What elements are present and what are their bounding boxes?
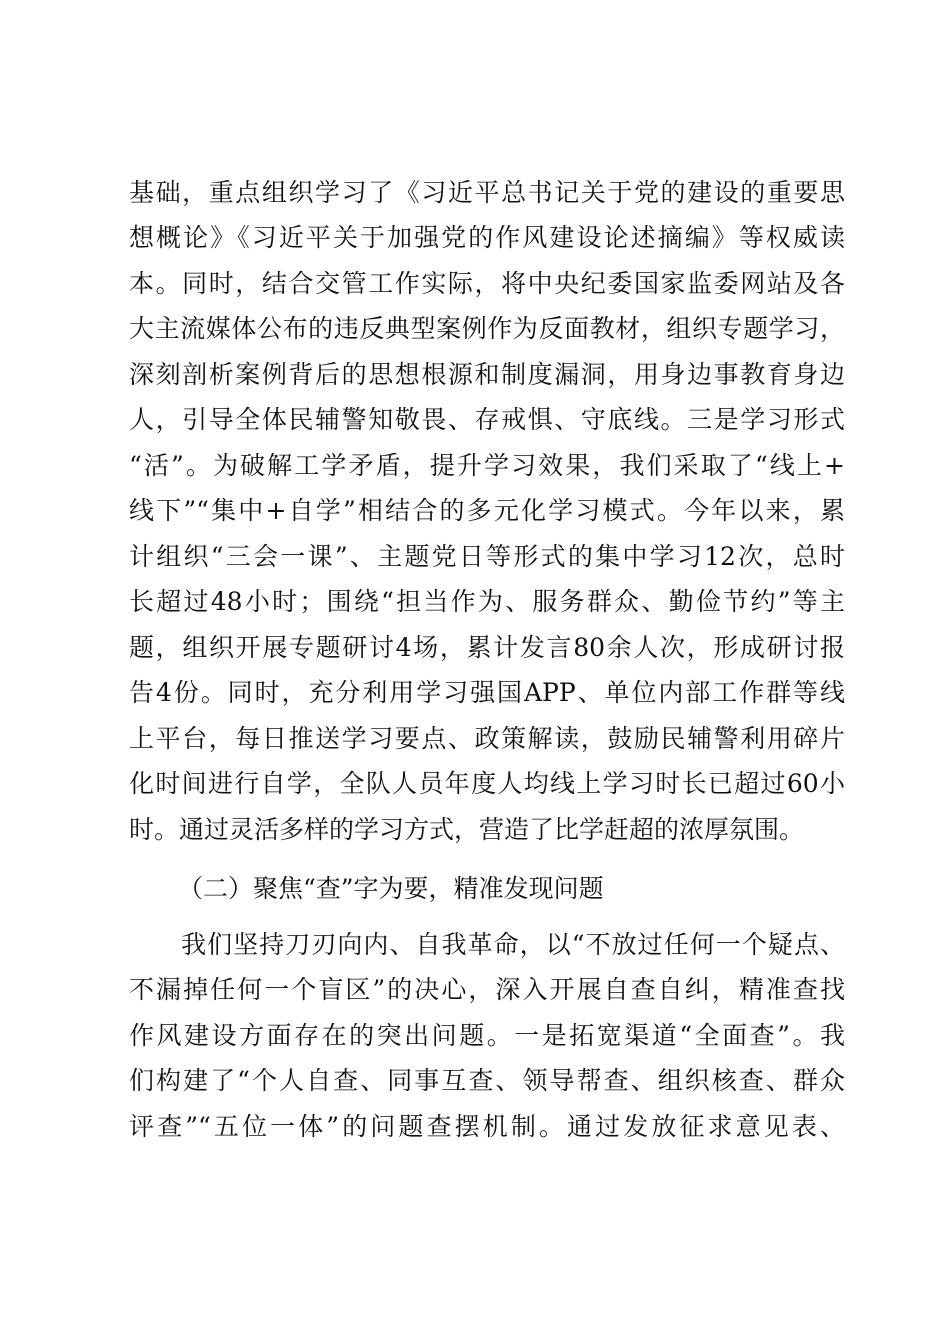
paragraph-1-line-13: 上平台，每日推送学习要点、政策解读，鼓励民辅警利用碎片 [129, 724, 845, 753]
paragraph-2-line-2: 不漏掉任何一个盲区”的决心，深入开展自查自纠，精准查找 [129, 975, 845, 1004]
paragraph-1-line-7: “活”。为破解工学矛盾，提升学习效果，我们采取了“线上+ [129, 451, 845, 480]
paragraph-1-line-12: 告4份。同时，充分利用学习强国APP、单位内部工作群等线 [129, 678, 845, 707]
section-heading: （二）聚焦“查”字为要，精准发现问题 [178, 874, 604, 903]
paragraph-1-line-8: 线下”“集中+自学”相结合的多元化学习模式。今年以来，累 [129, 496, 845, 525]
paragraph-1-line-5: 深刻剖析案例背后的思想根源和制度漏洞，用身边事教育身边 [129, 360, 845, 389]
paragraph-1-line-9: 计组织“三会一课”、主题党日等形式的集中学习12次，总时 [129, 542, 845, 571]
paragraph-2-line-4: 们构建了“个人自查、同事互查、领导帮查、组织核查、群众 [129, 1066, 845, 1095]
paragraph-1-line-11: 题，组织开展专题研讨4场，累计发言80余人次，形成研讨报 [129, 633, 845, 662]
paragraph-1-line-2: 想概论》《习近平关于加强党的作风建设论述摘编》等权威读 [129, 223, 845, 252]
paragraph-1-line-15: 时。通过灵活多样的学习方式，营造了比学赶超的浓厚氛围。 [129, 815, 805, 844]
paragraph-1-line-1: 基础，重点组织学习了《习近平总书记关于党的建设的重要思 [129, 178, 845, 207]
paragraph-2-line-5: 评查”“五位一体”的问题查摆机制。通过发放征求意见表、 [129, 1112, 845, 1141]
paragraph-2-line-3: 作风建设方面存在的突出问题。一是拓宽渠道“全面查”。我 [129, 1021, 845, 1050]
paragraph-1-line-10: 长超过48小时；围绕“担当作为、服务群众、勤俭节约”等主 [129, 587, 845, 616]
paragraph-1-line-6: 人，引导全体民辅警知敬畏、存戒惧、守底线。三是学习形式 [129, 405, 845, 434]
paragraph-1-line-3: 本。同时，结合交管工作实际，将中央纪委国家监委网站及各 [129, 269, 845, 298]
paragraph-2-line-1: 我们坚持刀刃向内、自我革命，以“不放过任何一个疑点、 [129, 930, 845, 959]
paragraph-1-line-4: 大主流媒体公布的违反典型案例作为反面教材，组织专题学习， [129, 314, 845, 343]
paragraph-1-line-14: 化时间进行自学，全队人员年度人均线上学习时长已超过60小 [129, 769, 845, 798]
